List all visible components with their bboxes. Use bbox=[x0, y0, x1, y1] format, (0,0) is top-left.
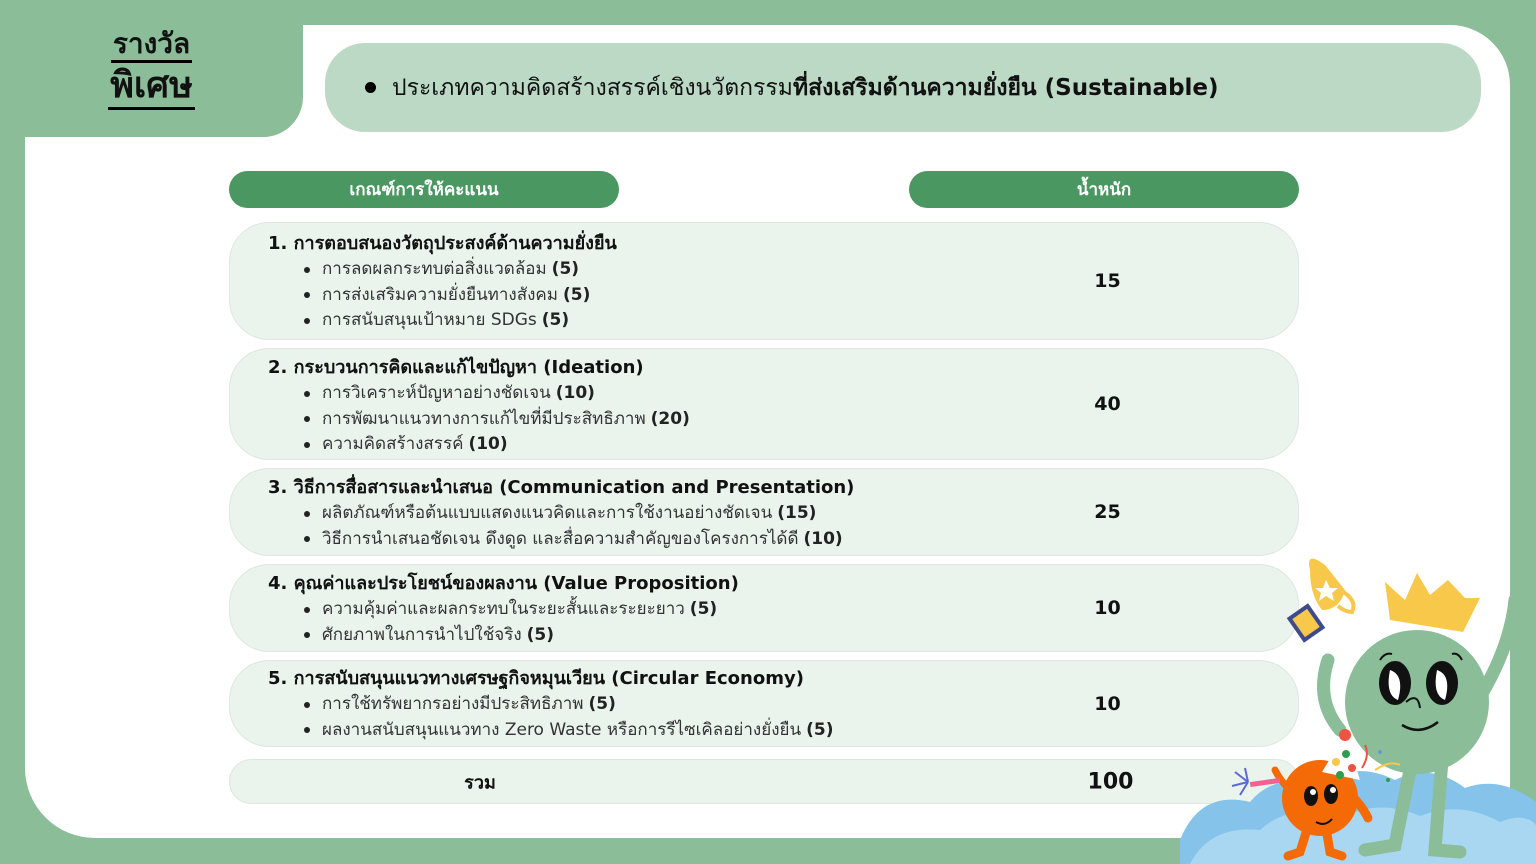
sub-criteria-list bbox=[304, 692, 833, 743]
sub-criteria-item: การใช้ทรัพยากรอย่างมีประสิทธิภาพ (5) bbox=[304, 692, 833, 718]
title-tab bbox=[0, 0, 303, 137]
sub-criteria-item: การพัฒนาแนวทางการแก้ไขที่มีประสิทธิภาพ (20) bbox=[304, 407, 690, 433]
criteria-title: 4. คุณค่าและประโยชน์ของผลงาน (Value Proposition) bbox=[268, 573, 739, 594]
sub-criteria-item: วิธีการนำเสนอชัดเจน ดึงดูด และสื่อความสำคัญของโครงการได้ดี (10) bbox=[304, 527, 854, 553]
category-banner bbox=[325, 43, 1481, 132]
bullet-icon bbox=[304, 607, 310, 613]
criteria-header: เกณฑ์การให้คะแนน bbox=[229, 171, 619, 208]
weight-value: 10 bbox=[1094, 692, 1121, 715]
criteria-block bbox=[268, 571, 739, 648]
criteria-block bbox=[268, 666, 833, 743]
trophy-icon bbox=[1290, 559, 1354, 640]
bullet-icon bbox=[304, 416, 310, 422]
weight-value: 10 bbox=[1094, 597, 1121, 619]
bullet-icon bbox=[304, 292, 310, 298]
sub-criteria-item: ศักยภาพในการนำไปใช้จริง (5) bbox=[304, 623, 739, 649]
total-label: รวม bbox=[464, 772, 496, 793]
title-line-2: พิเศษ bbox=[108, 65, 195, 109]
sub-criteria-item: ผลิตภัณฑ์หรือต้นแบบแสดงแนวคิดและการใช้งานอย่างชัดเจน (15) bbox=[304, 501, 854, 527]
weight-value: 15 bbox=[1094, 270, 1121, 292]
weight-value: 25 bbox=[1094, 501, 1121, 523]
sub-criteria-list bbox=[304, 257, 617, 334]
bullet-icon bbox=[304, 442, 310, 448]
criteria-title: 5. การสนับสนุนแนวทางเศรษฐกิจหมุนเวียน (Circular Economy) bbox=[268, 668, 804, 689]
sub-criteria-item: ผลงานสนับสนุนแนวทาง Zero Waste หรือการรีไซเคิลอย่างยั่งยืน (5) bbox=[304, 718, 833, 744]
criteria-row-5 bbox=[229, 660, 1299, 747]
sub-criteria-list bbox=[304, 381, 690, 458]
criteria-block bbox=[268, 231, 617, 334]
sub-criteria-item: การลดผลกระทบต่อสิ่งแวดล้อม (5) bbox=[304, 257, 617, 283]
criteria-block bbox=[268, 355, 690, 458]
criteria-row-4 bbox=[229, 564, 1299, 652]
sub-criteria-item: การสนับสนุนเป้าหมาย SDGs (5) bbox=[304, 308, 617, 334]
bullet-icon bbox=[304, 318, 310, 324]
criteria-title: 3. วิธีการสื่อสารและนำเสนอ (Communication and Presentation) bbox=[268, 477, 855, 498]
bullet-icon bbox=[304, 511, 310, 517]
total-weight-value: 100 bbox=[1087, 769, 1134, 794]
weight-value: 40 bbox=[1094, 393, 1121, 415]
category-text-normal: ประเภทความคิดสร้างสรรค์เชิงนวัตกรรม bbox=[392, 74, 793, 101]
sub-criteria-item: ความคิดสร้างสรรค์ (10) bbox=[304, 432, 690, 458]
weight-header: น้ำหนัก bbox=[909, 171, 1299, 208]
bullet-icon bbox=[304, 727, 310, 733]
total-row bbox=[229, 759, 1299, 804]
bullet-icon bbox=[304, 702, 310, 708]
bullet-icon bbox=[304, 267, 310, 273]
criteria-title: 1. การตอบสนองวัตถุประสงค์ด้านความยั่งยืน bbox=[268, 233, 617, 254]
sub-criteria-list bbox=[304, 501, 854, 552]
mascot-illustration bbox=[1180, 540, 1536, 864]
sub-criteria-list bbox=[304, 597, 739, 648]
bullet-icon bbox=[365, 82, 376, 93]
criteria-title: 2. กระบวนการคิดและแก้ไขปัญหา (Ideation) bbox=[268, 357, 644, 378]
sub-criteria-item: การส่งเสริมความยั่งยืนทางสังคม (5) bbox=[304, 283, 617, 309]
page-title bbox=[0, 28, 303, 110]
bullet-icon bbox=[304, 391, 310, 397]
criteria-block bbox=[268, 475, 854, 552]
category-text-bold: ที่ส่งเสริมด้านความยั่งยืน (Sustainable) bbox=[792, 74, 1219, 101]
criteria-row-2 bbox=[229, 348, 1299, 460]
crown-icon bbox=[1385, 573, 1480, 632]
bullet-icon bbox=[304, 536, 310, 542]
criteria-row-1 bbox=[229, 222, 1299, 340]
sub-criteria-item: การวิเคราะห์ปัญหาอย่างชัดเจน (10) bbox=[304, 381, 690, 407]
bullet-icon bbox=[304, 632, 310, 638]
criteria-row-3 bbox=[229, 468, 1299, 556]
sub-criteria-item: ความคุ้มค่าและผลกระทบในระยะสั้นและระยะยาว (5) bbox=[304, 597, 739, 623]
title-line-1: รางวัล bbox=[111, 28, 192, 63]
